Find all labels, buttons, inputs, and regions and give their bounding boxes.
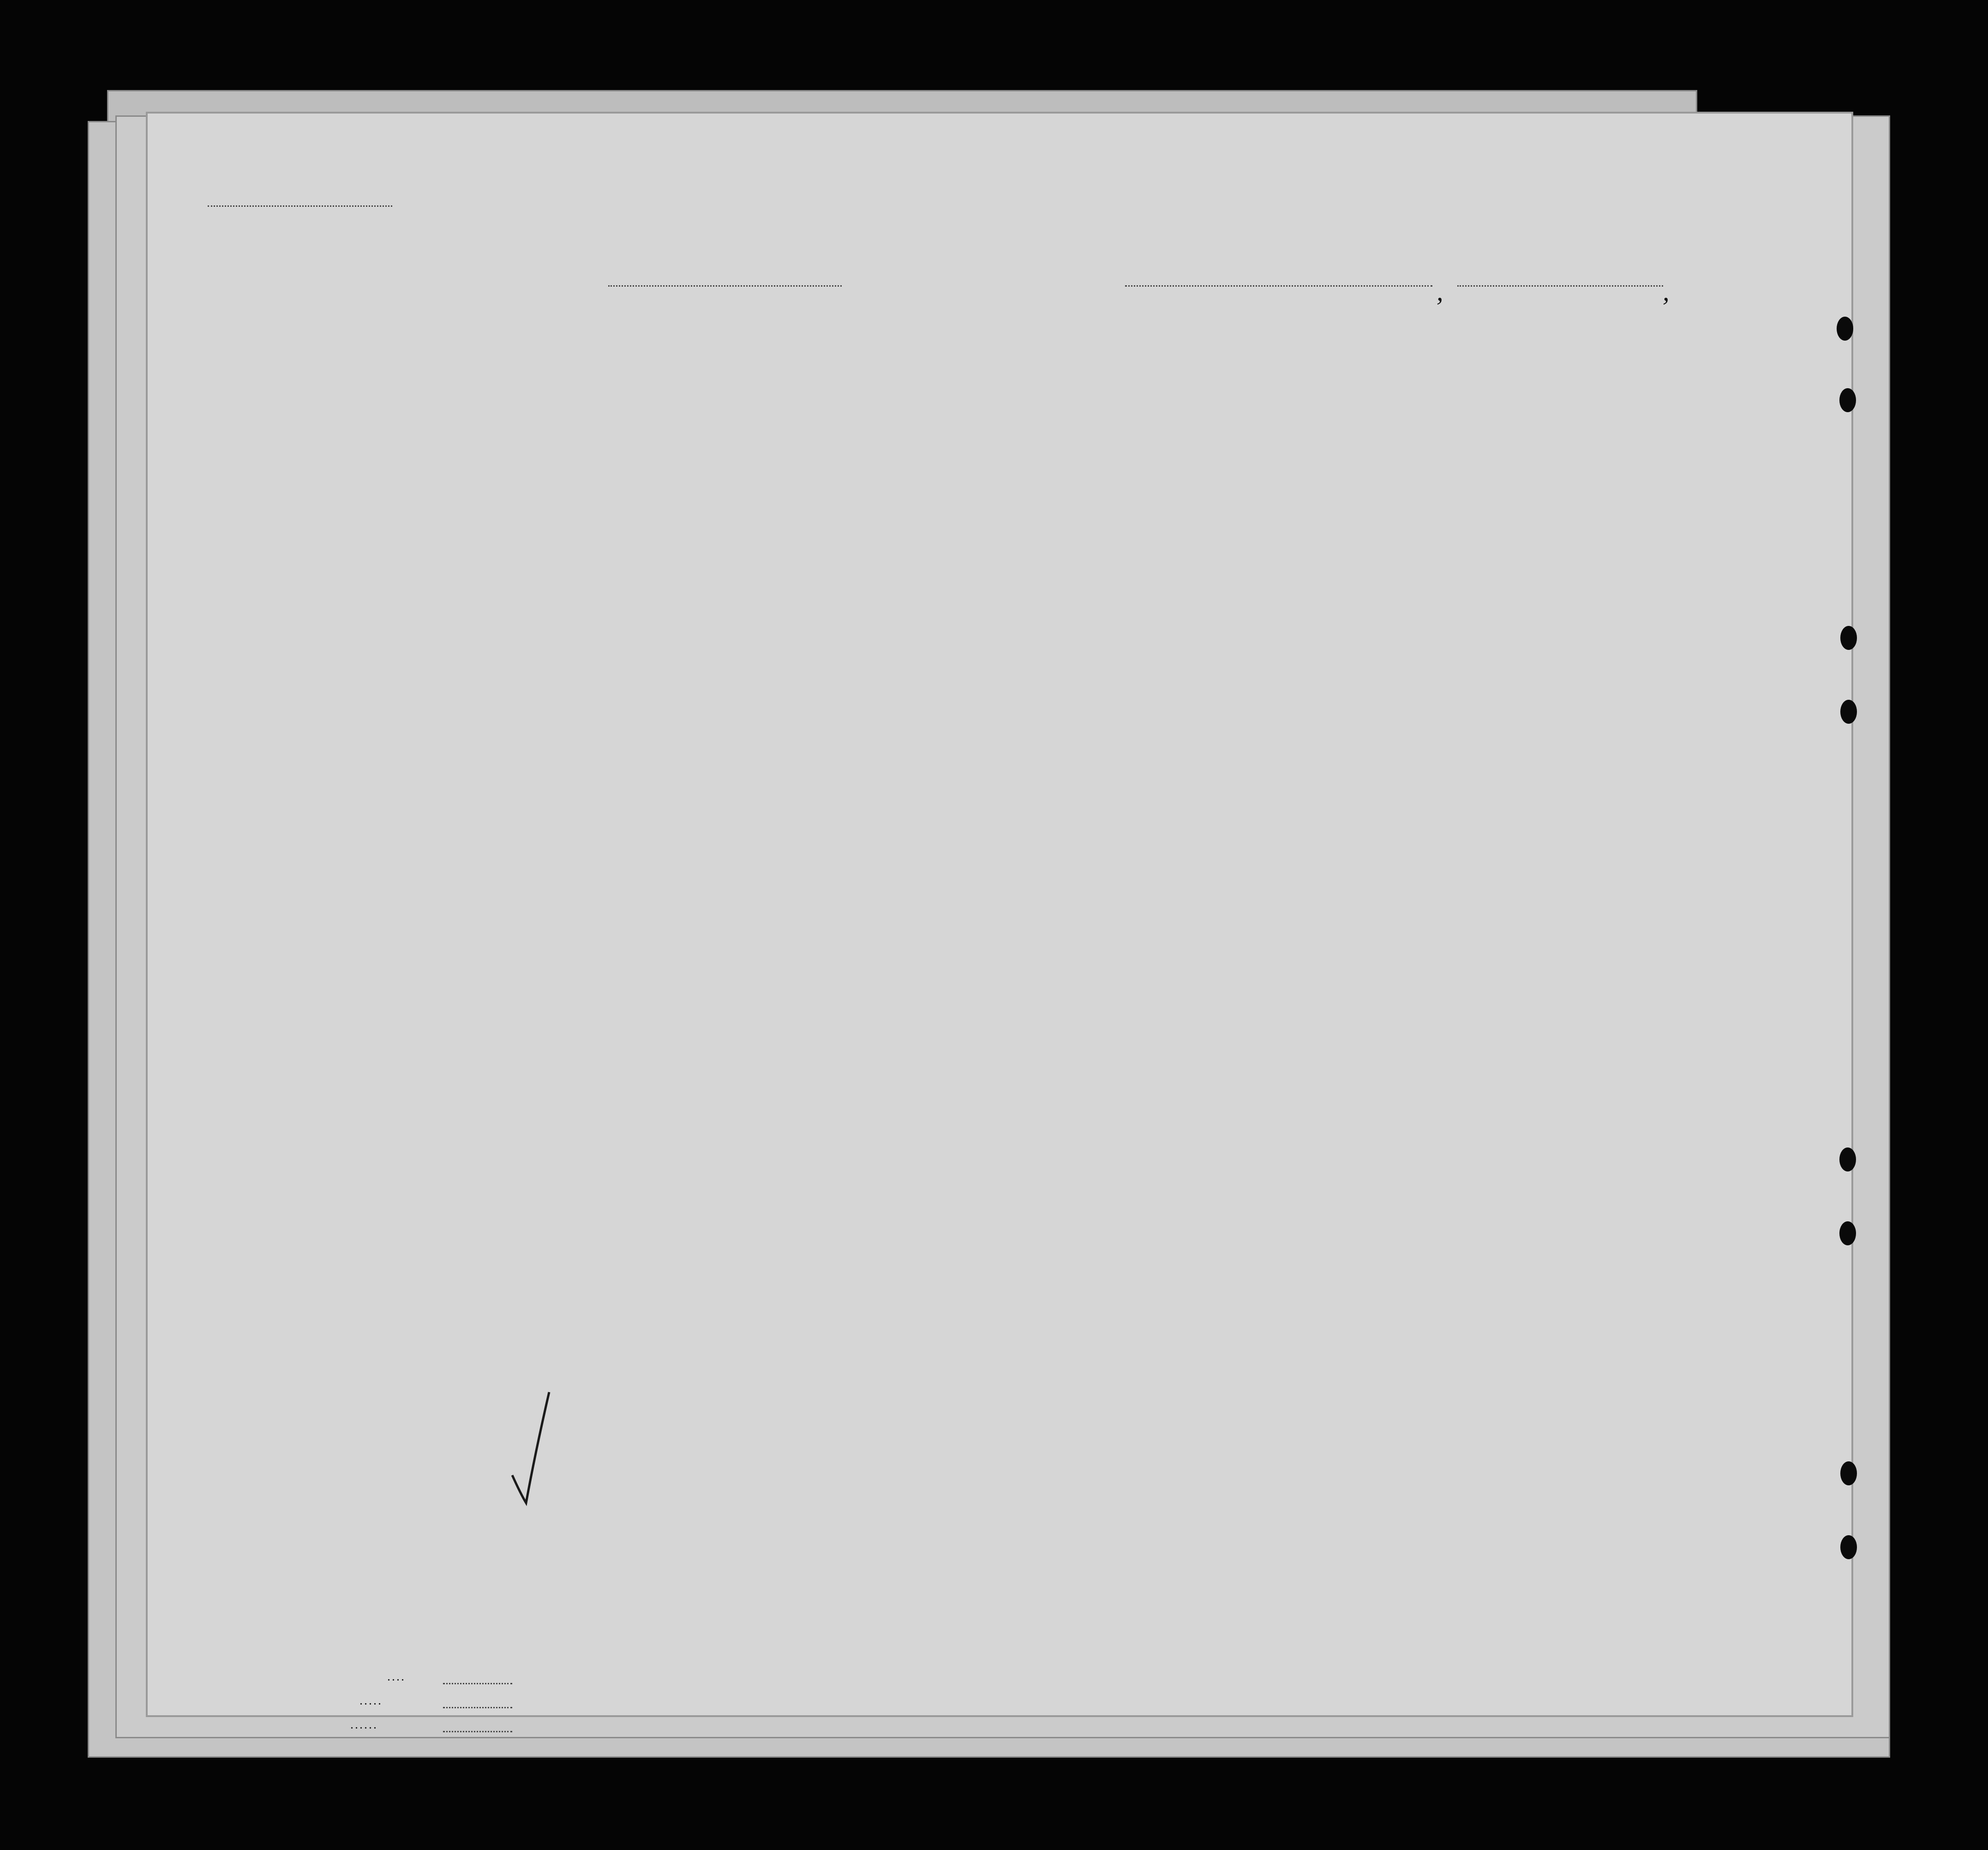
manifest-grid: [148, 114, 1851, 1715]
binder-hole: [1840, 1535, 1857, 1559]
voyage-line: , ,: [544, 276, 1836, 313]
binder-hole: [1839, 388, 1856, 412]
manifest-sheet: , , . . . . . . . . . . . . . . .: [146, 112, 1853, 1717]
binder-hole: [1840, 626, 1857, 650]
binder-hole: [1840, 1461, 1857, 1485]
binder-hole: [1837, 317, 1853, 341]
binder-hole: [1839, 1221, 1856, 1245]
check-mark: [503, 1388, 554, 1508]
binder-hole: [1839, 1147, 1856, 1171]
binder-hole: [1840, 700, 1857, 724]
